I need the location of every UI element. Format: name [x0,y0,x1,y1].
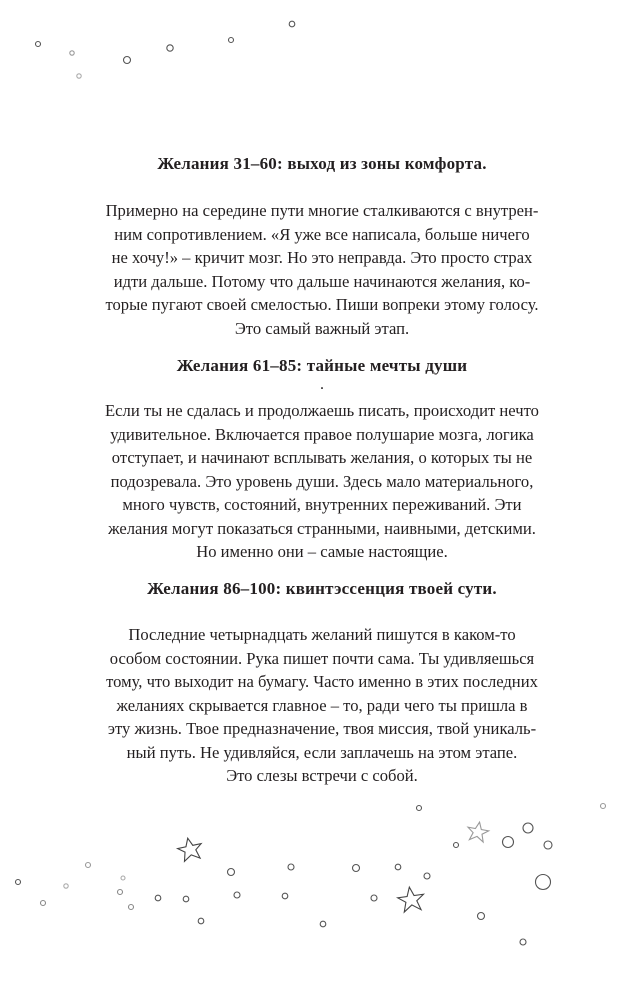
star-icon [396,885,425,912]
circle-icon [601,804,606,809]
circle-icon [16,880,21,885]
paragraph-line: подозревала. Это уровень души. Здесь мало материального, [110,471,534,491]
circle-icon [478,913,485,920]
circle-icon [320,921,326,927]
star-icon [466,820,490,842]
circle-icon [155,895,161,901]
paragraph-line: идти дальше. Потому что дальше начинаются желания, ко- [113,271,531,291]
circle-icon [228,869,235,876]
circle-icon [124,57,131,64]
paragraph-line: не хочу!» – кричит мозг. Но это неправда. Это просто страх [111,248,533,267]
paragraph-line: особом состоянии. Рука пишет почти сама. Ты удивляешься [109,648,535,668]
circle-icon [129,905,134,910]
section-heading [58,355,586,377]
section-31-60 [58,153,586,175]
paragraph-line: Это слезы встречи с собой. [226,766,418,785]
paragraph-line: Это самый важный этап. [234,318,410,338]
circle-icon [118,890,123,895]
circle-icon [353,865,360,872]
section-86-100-text [58,623,586,788]
circle-icon [536,875,551,890]
circle-icon [289,21,295,27]
circle-icon [229,38,234,43]
circle-icon [41,901,46,906]
paragraph-line: тому, что выходит на бумагу. Часто именно в этих последних [106,672,538,691]
star-icon [176,836,204,863]
circle-icon [395,864,401,870]
circle-icon [288,864,294,870]
circle-icon [121,876,125,880]
paragraph-line: отступает, и начинают всплывать желания, о которых ты не [111,448,533,467]
circle-icon [520,939,526,945]
section-61-85 [58,355,586,377]
paragraph-line: Но именно они – самые настоящие. [196,542,448,561]
circle-icon [167,45,173,51]
stray-mark: . [320,376,324,393]
circle-icon [424,873,430,879]
paragraph-line: торые пугают своей смелостью. Пиши вопреки этому голосу. [105,295,539,314]
section-86-100 [58,578,586,600]
heading-range: Желания 61–85 [176,356,297,375]
paragraph-line: Примерно на середине пути многие сталкиваются с внутрен- [105,201,539,220]
circle-icon [454,843,459,848]
circle-icon [544,841,552,849]
circle-icon [36,42,41,47]
circle-icon [183,896,189,902]
heading-title: : тайные мечты души [296,356,468,375]
section-61-85-text [58,399,586,564]
circle-icon [86,863,91,868]
paragraph-line: ним сопротивлением. «Я уже все написала, больше ничего [114,224,530,244]
circle-icon [523,823,533,833]
heading-range: Желания 86–100 [147,579,276,598]
heading-title: : квинтэссенция твоей сути. [275,579,497,598]
circle-icon [282,893,288,899]
heading-range: Желания 31–60 [157,154,278,173]
heading-title: : выход из зоны комфорта. [277,154,487,173]
circle-icon [77,74,81,78]
circle-icon [234,892,240,898]
section-heading [58,578,586,600]
paragraph-line: ный путь. Не удивляйся, если заплачешь на этом этапе. [126,742,518,762]
paragraph-line: Последние четырнадцать желаний пишутся в каком-то [128,625,516,644]
circle-icon [503,837,514,848]
section-heading [58,153,586,175]
circle-icon [417,806,422,811]
circle-icon [198,918,204,924]
paragraph-line: много чувств, состояний, внутренних переживаний. Эти [122,495,522,514]
section-31-60-text [58,199,586,340]
paragraph-line: желания могут показаться странными, наивными, детскими. [108,518,536,538]
circle-icon [70,51,74,55]
circle-icon [64,884,68,888]
paragraph-line: желаниях скрывается главное – то, ради чего ты пришла в [116,695,528,715]
paragraph-line: эту жизнь. Твое предназначение, твоя миссия, твой уникаль- [107,719,537,738]
paragraph-line: удивительное. Включается правое полушарие мозга, логика [110,424,534,444]
circle-icon [371,895,377,901]
paragraph-line: Если ты не сдалась и продолжаешь писать, происходит нечто [105,401,539,420]
